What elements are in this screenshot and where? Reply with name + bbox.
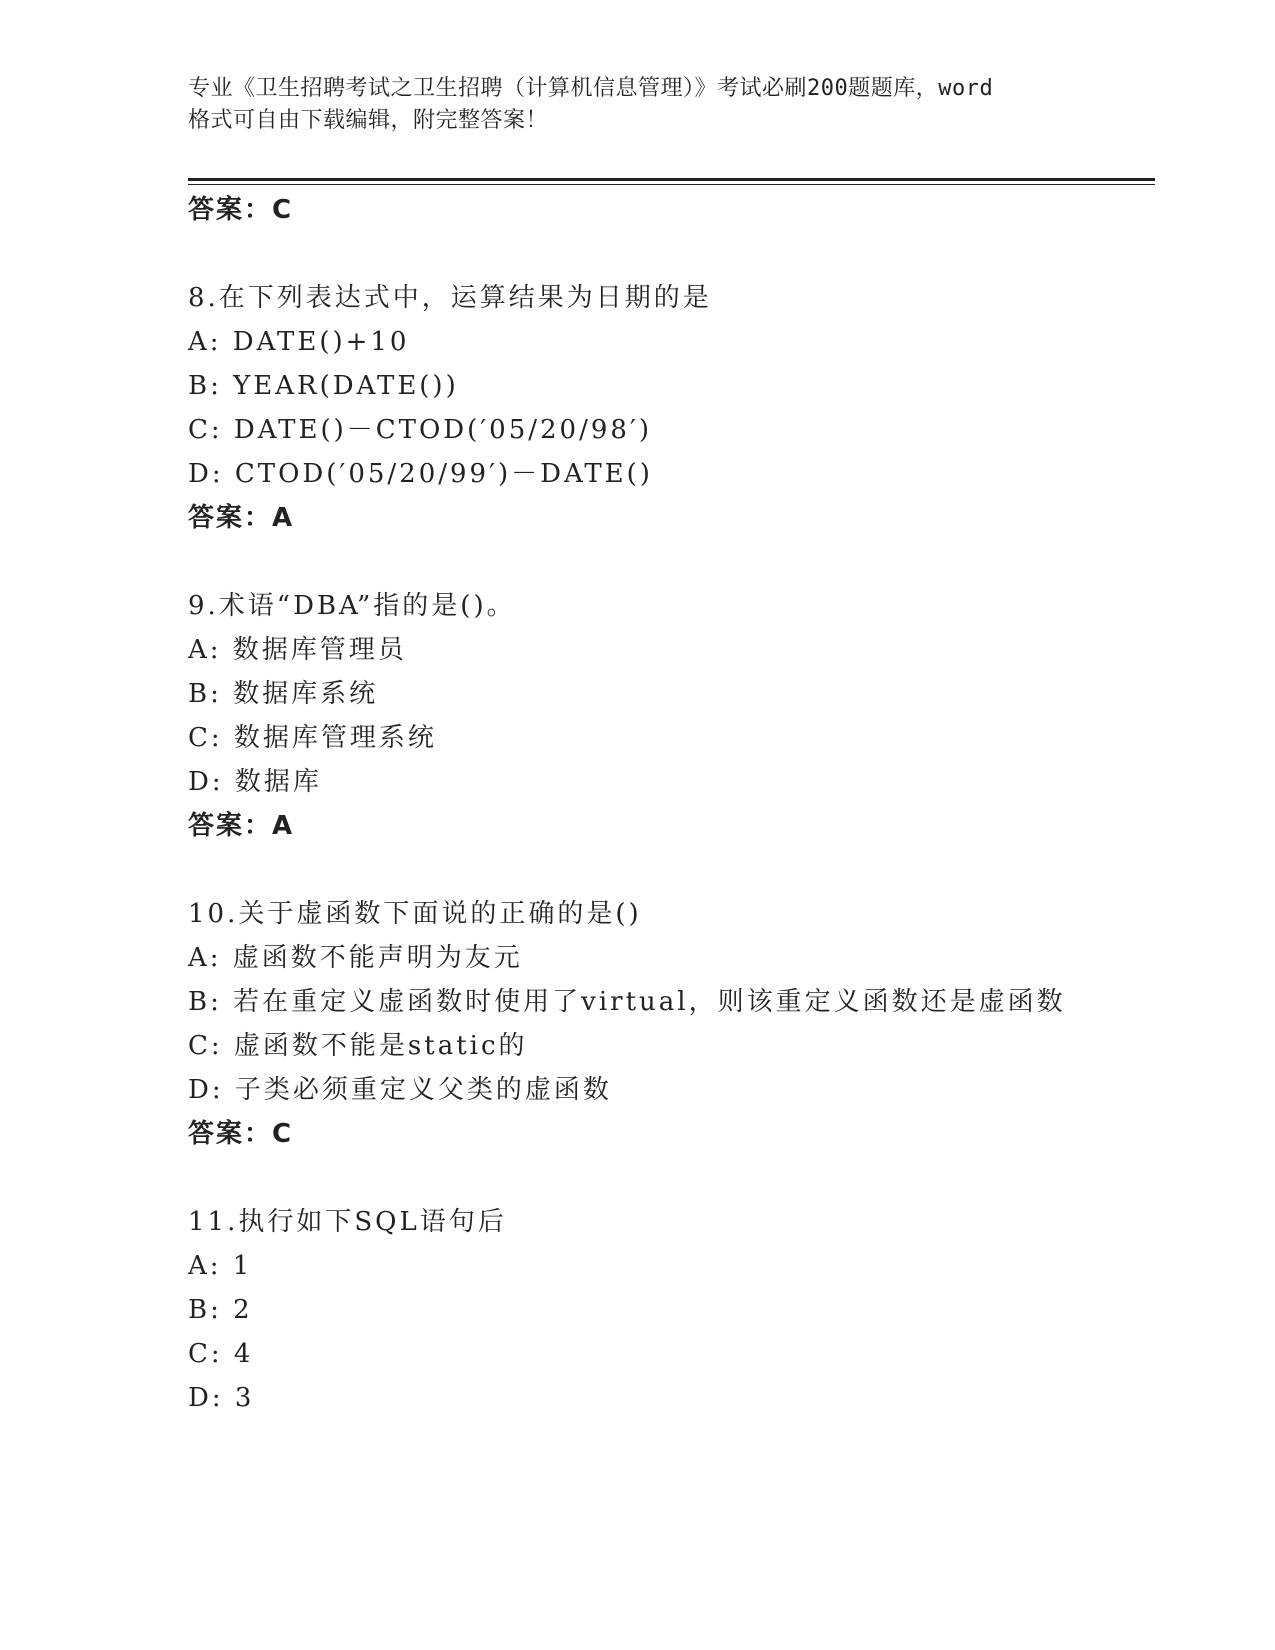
option-line: D: 子类必须重定义父类的虚函数 bbox=[188, 1075, 612, 1105]
option-line: D: 数据库 bbox=[188, 767, 322, 797]
answer-line: 答案：A bbox=[188, 503, 295, 533]
answer-line: 答案：C bbox=[188, 195, 294, 225]
header-divider-thin bbox=[188, 184, 1155, 185]
option-line: C: 4 bbox=[188, 1339, 254, 1369]
header-line-1: 专业《卫生招聘考试之卫生招聘（计算机信息管理）》考试必刷200题题库，word bbox=[188, 76, 994, 101]
option-line: A: 虚函数不能声明为友元 bbox=[188, 943, 523, 973]
option-line: C: 数据库管理系统 bbox=[188, 723, 437, 753]
option-line: B: 数据库系统 bbox=[188, 679, 379, 709]
option-line: A: DATE()+10 bbox=[188, 327, 410, 357]
header-line-2: 格式可自由下载编辑，附完整答案！ bbox=[188, 108, 549, 133]
option-line: B: 2 bbox=[188, 1295, 253, 1325]
question-11: 11.执行如下SQL语句后 bbox=[188, 1207, 507, 1237]
answer-line: 答案：A bbox=[188, 811, 295, 841]
option-line: A: 数据库管理员 bbox=[188, 635, 407, 665]
question-9: 9.术语“DBA”指的是()。 bbox=[188, 591, 516, 621]
option-line: D: 3 bbox=[188, 1383, 255, 1413]
option-line: C: 虚函数不能是static的 bbox=[188, 1031, 528, 1061]
document-header bbox=[188, 73, 1088, 137]
option-line: C: DATE()－CTOD(′05/20/98′) bbox=[188, 415, 652, 445]
header-divider-thick bbox=[188, 178, 1155, 181]
question-10: 10.关于虚函数下面说的正确的是() bbox=[188, 899, 642, 929]
option-line: A: 1 bbox=[188, 1251, 253, 1281]
option-line: B: YEAR(DATE()) bbox=[188, 371, 459, 401]
option-line: D: CTOD(′05/20/99′)－DATE() bbox=[188, 459, 653, 489]
question-8: 8.在下列表达式中，运算结果为日期的是 bbox=[188, 283, 712, 313]
option-line: B: 若在重定义虚函数时使用了virtual，则该重定义函数还是虚函数 bbox=[188, 987, 1066, 1017]
answer-line: 答案：C bbox=[188, 1119, 294, 1149]
